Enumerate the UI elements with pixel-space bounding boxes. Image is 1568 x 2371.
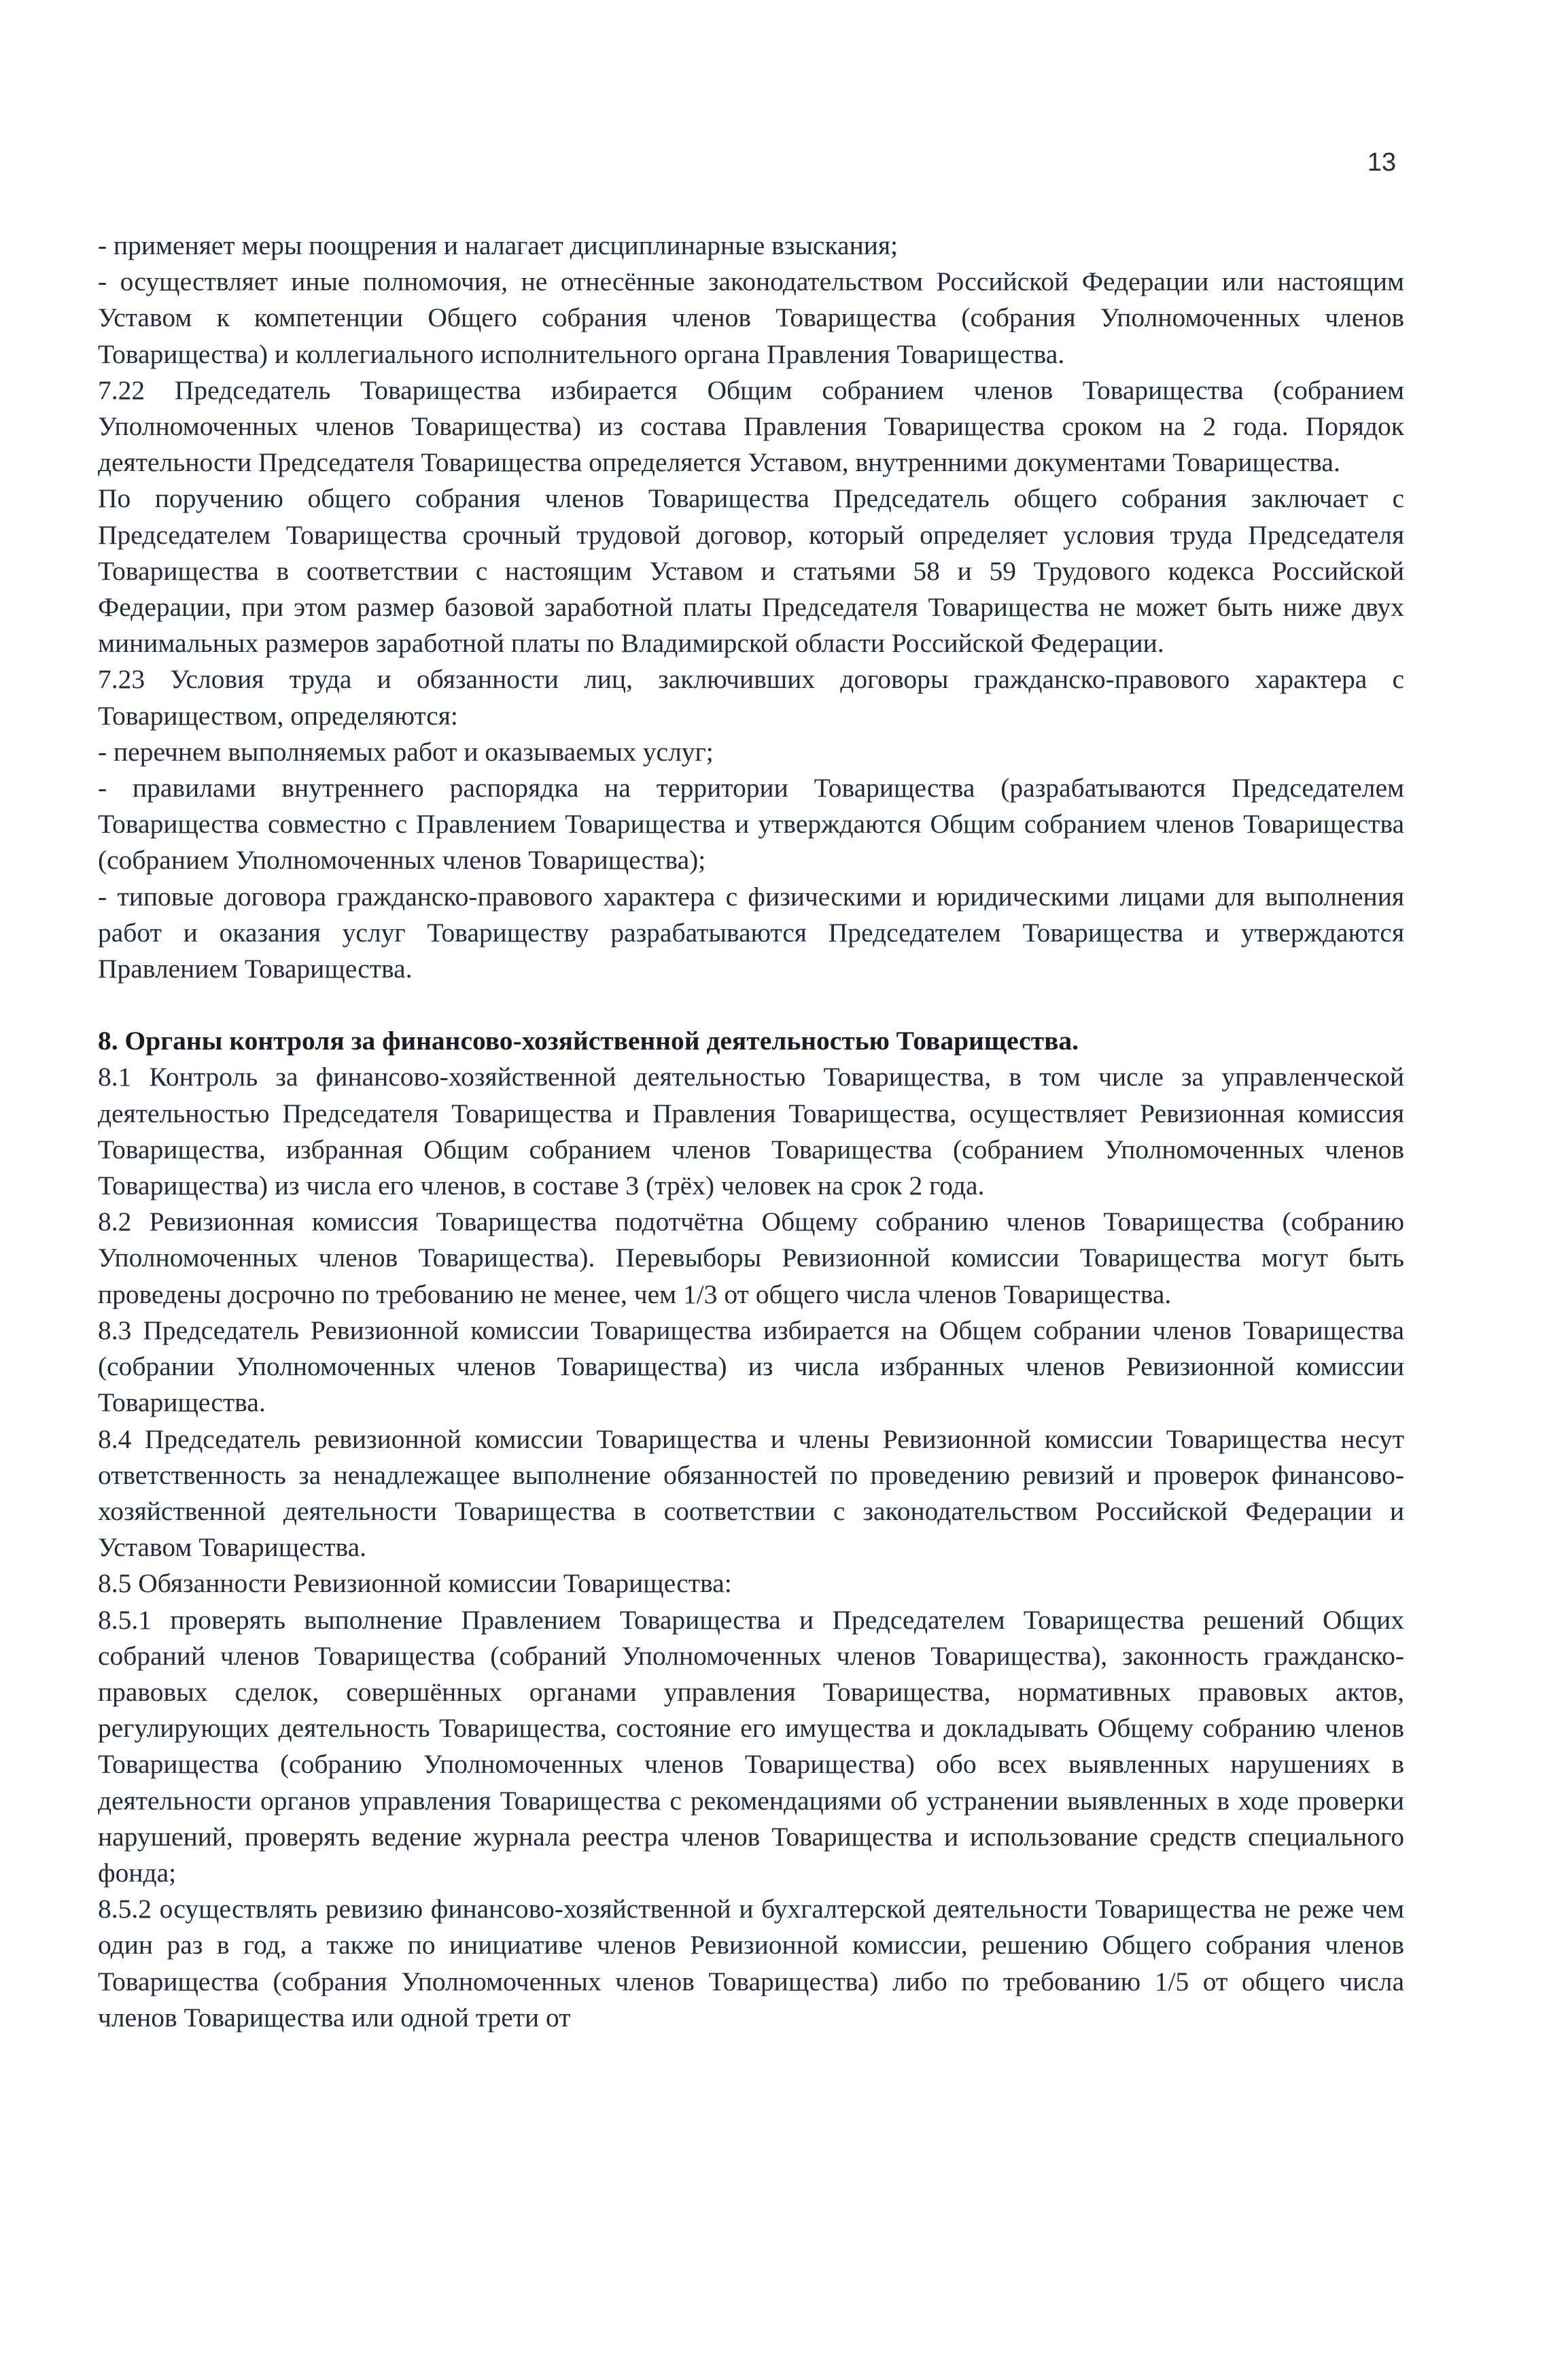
paragraph: - применяет меры поощрения и налагает дисциплинарные взыскания; (98, 230, 898, 260)
paragraph: 8.3 Председатель Ревизионной комиссии Товарищества избирается на Общем собрании членов Товарищества (собрании Уполномоченных членов Товарищества) из числа избранных членов Ревизионной комиссии Товарищества. (98, 1315, 1404, 1418)
paragraph: 7.23 Условия труда и обязанности лиц, заключивших договоры гражданско-правового характера с Товариществом, определяются: (98, 664, 1404, 731)
paragraph: - осуществляет иные полномочия, не отнесённые законодательством Российской Федерации или настоящим Уставом к компетенции Общего собрания членов Товарищества (собрания Уполномоченных членов Товарищества) и коллегиального исполнительного органа Правления Товарищества. (98, 266, 1404, 369)
paragraph: - типовые договора гражданско-правового характера с физическими и юридическими лицами для выполнения работ и оказания услуг Товариществу разрабатываются Председателем Товарищества и утверждаются Правлением Товарищества. (98, 881, 1404, 984)
page-number: 13 (1367, 148, 1396, 177)
paragraph: 8.5.2 осуществлять ревизию финансово-хозяйственной и бухгалтерской деятельности Товарищества не реже чем один раз в год, а также по инициативе членов Ревизионной комиссии, решению Общего собрания членов Товарищества (собрания Уполномоченных членов Товарищества) либо по требованию 1/5 от общего числа членов Товарищества или одной трети от (98, 1894, 1404, 2032)
paragraph: 8.5.1 проверять выполнение Правлением Товарищества и Председателем Товарищества решений Общих собраний членов Товарищества (собраний Уполномоченных членов Товарищества), законность гражданско-правовых сделок, совершённых органами управления Товарищества, нормативных правовых актов, регулирующих деятельность Товарищества, состояние его имущества и докладывать Общему собранию членов Товарищества (собранию Уполномоченных членов Товарищества) обо всех выявленных нарушениях в деятельности органов управления Товарищества с рекомендациями об устранении выявленных в ходе проверки нарушений, проверять ведение журнала реестра членов Товарищества и использование средств специального фонда; (98, 1604, 1404, 1888)
paragraph: 8.1 Контроль за финансово-хозяйственной деятельностью Товарищества, в том числе за управленческой деятельностью Председателя Товарищества и Правления Товарищества, осуществляет Ревизионная комиссия Товарищества, избранная Общим собранием членов Товарищества (собранием Уполномоченных членов Товарищества) из числа его членов, в составе 3 (трёх) человек на срок 2 года. (98, 1062, 1404, 1201)
paragraph: - перечнем выполняемых работ и оказываемых услуг; (98, 736, 714, 767)
paragraph: По поручению общего собрания членов Товарищества Председатель общего собрания заключает с Председателем Товарищества срочный трудовой договор, который определяет условия труда Председателя Товарищества в соответствии с настоящим Уставом и статьями 58 и 59 Трудового кодекса Российской Федерации, при этом размер базовой заработной платы Председателя Товарищества не может быть ниже двух минимальных размеров заработной платы по Владимирской области Российской Федерации. (98, 483, 1404, 659)
paragraph: 8.5 Обязанности Ревизионной комиссии Товарищества: (98, 1568, 732, 1599)
document-body (98, 228, 1404, 2036)
paragraph: 7.22 Председатель Товарищества избирается Общим собранием членов Товарищества (собранием Уполномоченных членов Товарищества) из состава Правления Товарищества сроком на 2 года. Порядок деятельности Председателя Товарищества определяется Уставом, внутренними документами Товарищества. (98, 375, 1404, 478)
paragraph: 8.4 Председатель ревизионной комиссии Товарищества и члены Ревизионной комиссии Товарищества несут ответственность за ненадлежащее выполнение обязанностей по проведению ревизий и проверок финансово-хозяйственной деятельности Товарищества в соответствии с законодательством Российской Федерации и Уставом Товарищества. (98, 1423, 1404, 1563)
section-heading: 8. Органы контроля за финансово-хозяйственной деятельностью Товарищества. (98, 1026, 1079, 1056)
section-spacer (98, 987, 1404, 1023)
paragraph: 8.2 Ревизионная комиссия Товарищества подотчётна Общему собранию членов Товарищества (собранию Уполномоченных членов Товарищества). Перевыборы Ревизионной комиссии Товарищества могут быть проведены досрочно по требованию не менее, чем 1/3 от общего числа членов Товарищества. (98, 1207, 1404, 1309)
paragraph: - правилами внутреннего распорядка на территории Товарищества (разрабатываются Председателем Товарищества совместно с Правлением Товарищества и утверждаются Общим собранием членов Товарищества (собранием Уполномоченных членов Товарищества); (98, 773, 1404, 876)
